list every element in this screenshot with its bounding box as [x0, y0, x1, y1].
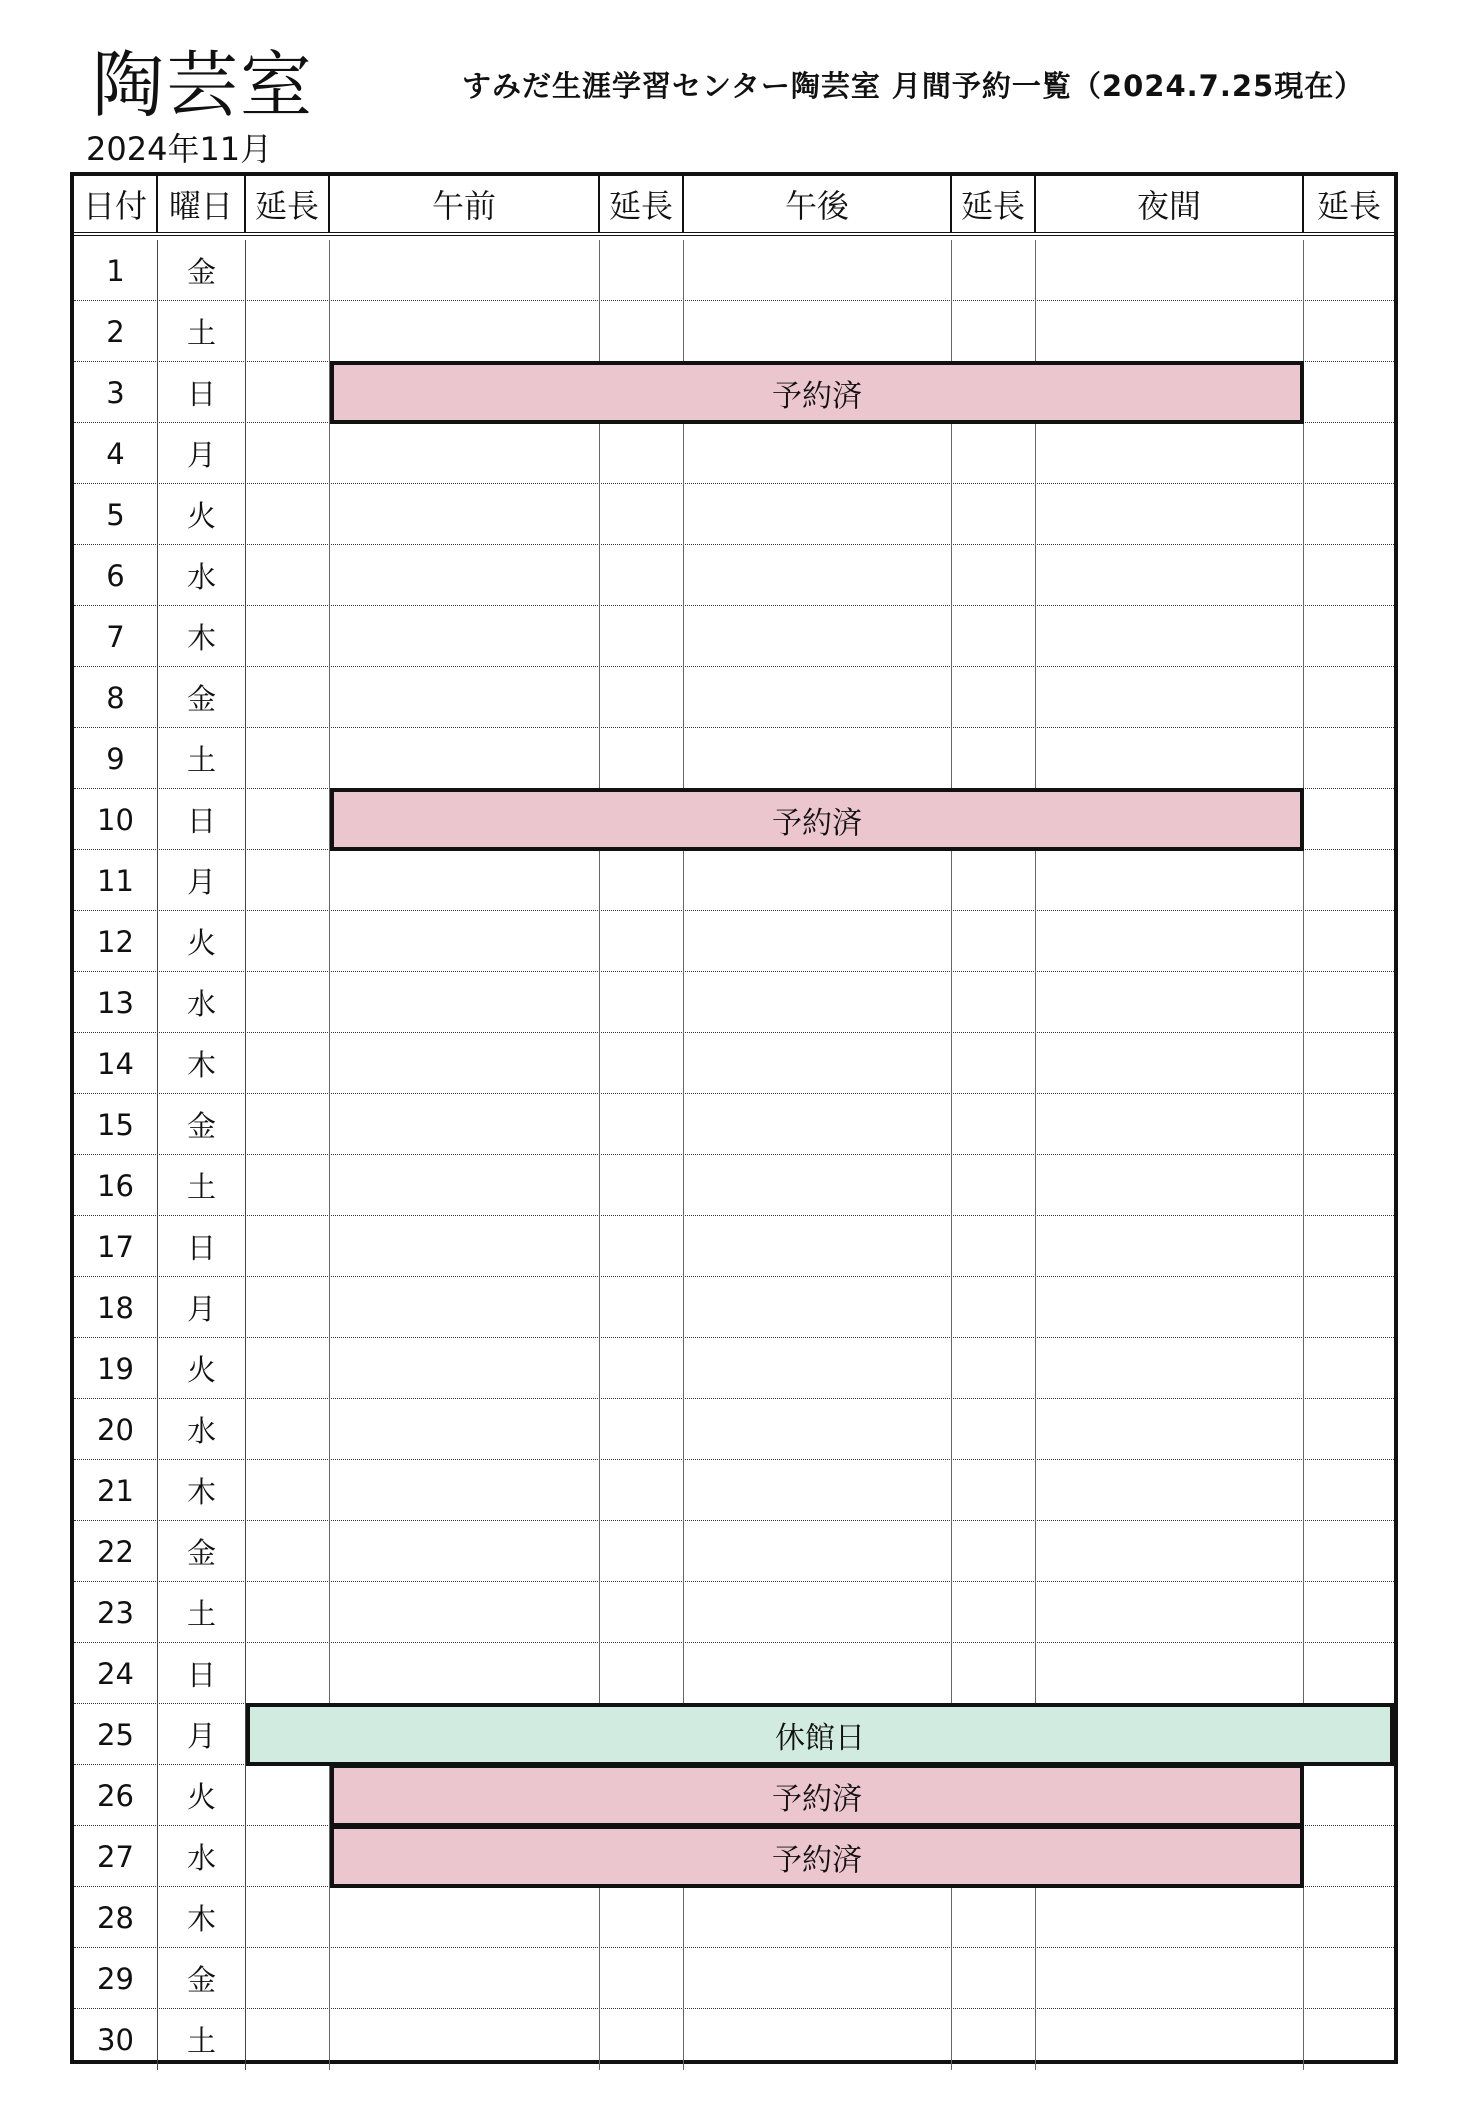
morning-cell	[330, 606, 600, 667]
ext-3-cell	[1304, 606, 1394, 667]
ext-1-cell	[600, 1948, 684, 2009]
ext-0-cell	[246, 1765, 330, 1826]
weekday-cell: 金	[158, 667, 246, 728]
ext-3-cell	[1304, 1643, 1394, 1704]
ext-3-cell	[1304, 1948, 1394, 2009]
afternoon-cell	[684, 545, 952, 606]
ext-3-cell	[1304, 1826, 1394, 1887]
evening-cell	[1036, 1948, 1304, 2009]
date-cell: 28	[74, 1887, 158, 1948]
ext-3-cell	[1304, 1399, 1394, 1460]
ext-2-cell	[952, 606, 1036, 667]
ext-2-cell	[952, 911, 1036, 972]
table-row	[74, 1887, 1394, 1948]
table-header	[74, 176, 1394, 236]
afternoon-cell	[684, 850, 952, 911]
ext-1-cell	[600, 545, 684, 606]
date-cell: 14	[74, 1033, 158, 1094]
morning-cell	[330, 484, 600, 545]
ext-3-cell	[1304, 1094, 1394, 1155]
evening-cell	[1036, 1094, 1304, 1155]
evening-cell	[1036, 850, 1304, 911]
header-afternoon: 午後	[684, 176, 952, 232]
weekday-cell: 火	[158, 1765, 246, 1826]
afternoon-cell	[684, 423, 952, 484]
weekday-cell: 土	[158, 728, 246, 789]
date-cell: 1	[74, 240, 158, 301]
date-cell: 29	[74, 1948, 158, 2009]
weekday-cell: 火	[158, 484, 246, 545]
ext-0-cell	[246, 972, 330, 1033]
ext-0-cell	[246, 1582, 330, 1643]
weekday-cell: 金	[158, 240, 246, 301]
morning-cell	[330, 1643, 600, 1704]
afternoon-cell	[684, 484, 952, 545]
evening-cell	[1036, 911, 1304, 972]
table-row	[74, 1521, 1394, 1582]
ext-1-cell	[600, 1643, 684, 1704]
table-row	[74, 1155, 1394, 1216]
table-row	[74, 1094, 1394, 1155]
ext-0-cell	[246, 606, 330, 667]
morning-cell	[330, 1277, 600, 1338]
ext-2-cell	[952, 2009, 1036, 2070]
date-cell: 7	[74, 606, 158, 667]
ext-2-cell	[952, 1582, 1036, 1643]
weekday-cell: 水	[158, 972, 246, 1033]
table-row	[74, 728, 1394, 789]
evening-cell	[1036, 1521, 1304, 1582]
reserved-band: 予約済	[330, 788, 1304, 851]
ext-0-cell	[246, 1155, 330, 1216]
evening-cell	[1036, 1399, 1304, 1460]
morning-cell	[330, 1948, 600, 2009]
weekday-cell: 土	[158, 1155, 246, 1216]
ext-0-cell	[246, 1277, 330, 1338]
weekday-cell: 土	[158, 2009, 246, 2070]
ext-0-cell	[246, 362, 330, 423]
header-weekday: 曜日	[158, 176, 246, 232]
header-ext-1: 延長	[600, 176, 684, 232]
weekday-cell: 月	[158, 1277, 246, 1338]
table-row	[74, 240, 1394, 301]
reserved-band: 予約済	[330, 1764, 1304, 1827]
ext-0-cell	[246, 1826, 330, 1887]
morning-cell	[330, 1887, 600, 1948]
ext-2-cell	[952, 1887, 1036, 1948]
evening-cell	[1036, 1277, 1304, 1338]
evening-cell	[1036, 423, 1304, 484]
ext-2-cell	[952, 1643, 1036, 1704]
ext-1-cell	[600, 728, 684, 789]
ext-2-cell	[952, 1460, 1036, 1521]
weekday-cell: 月	[158, 850, 246, 911]
date-cell: 3	[74, 362, 158, 423]
evening-cell	[1036, 1460, 1304, 1521]
weekday-cell: 木	[158, 1460, 246, 1521]
ext-2-cell	[952, 1094, 1036, 1155]
ext-2-cell	[952, 545, 1036, 606]
ext-0-cell	[246, 1399, 330, 1460]
table-row	[74, 667, 1394, 728]
ext-0-cell	[246, 1338, 330, 1399]
ext-0-cell	[246, 1033, 330, 1094]
weekday-cell: 土	[158, 301, 246, 362]
table-row	[74, 972, 1394, 1033]
ext-0-cell	[246, 1460, 330, 1521]
afternoon-cell	[684, 1155, 952, 1216]
evening-cell	[1036, 1338, 1304, 1399]
evening-cell	[1036, 1643, 1304, 1704]
date-cell: 24	[74, 1643, 158, 1704]
ext-3-cell	[1304, 362, 1394, 423]
morning-cell	[330, 911, 600, 972]
header-date: 日付	[74, 176, 158, 232]
evening-cell	[1036, 728, 1304, 789]
ext-2-cell	[952, 484, 1036, 545]
weekday-cell: 日	[158, 789, 246, 850]
ext-3-cell	[1304, 972, 1394, 1033]
ext-2-cell	[952, 1399, 1036, 1460]
date-cell: 23	[74, 1582, 158, 1643]
afternoon-cell	[684, 972, 952, 1033]
weekday-cell: 金	[158, 1521, 246, 1582]
evening-cell	[1036, 1033, 1304, 1094]
table-row	[74, 2009, 1394, 2070]
ext-3-cell	[1304, 301, 1394, 362]
weekday-cell: 木	[158, 1887, 246, 1948]
ext-2-cell	[952, 423, 1036, 484]
weekday-cell: 土	[158, 1582, 246, 1643]
ext-0-cell	[246, 484, 330, 545]
morning-cell	[330, 1033, 600, 1094]
ext-1-cell	[600, 484, 684, 545]
ext-0-cell	[246, 728, 330, 789]
ext-2-cell	[952, 1948, 1036, 2009]
ext-2-cell	[952, 972, 1036, 1033]
ext-1-cell	[600, 1887, 684, 1948]
afternoon-cell	[684, 240, 952, 301]
ext-3-cell	[1304, 1582, 1394, 1643]
ext-3-cell	[1304, 1216, 1394, 1277]
table-row	[74, 606, 1394, 667]
ext-3-cell	[1304, 545, 1394, 606]
ext-2-cell	[952, 728, 1036, 789]
afternoon-cell	[684, 1582, 952, 1643]
ext-3-cell	[1304, 1033, 1394, 1094]
weekday-cell: 木	[158, 606, 246, 667]
ext-1-cell	[600, 1460, 684, 1521]
afternoon-cell	[684, 1033, 952, 1094]
ext-1-cell	[600, 1582, 684, 1643]
reserved-band: 予約済	[330, 361, 1304, 424]
ext-0-cell	[246, 301, 330, 362]
table-row	[74, 1582, 1394, 1643]
header-ext-3: 延長	[1316, 187, 1381, 225]
ext-3-cell	[1304, 1155, 1394, 1216]
header-ext-0: 延長	[246, 176, 330, 232]
ext-0-cell	[246, 911, 330, 972]
ext-2-cell	[952, 1033, 1036, 1094]
date-cell: 30	[74, 2009, 158, 2070]
date-cell: 13	[74, 972, 158, 1033]
ext-1-cell	[600, 2009, 684, 2070]
weekday-cell: 火	[158, 1338, 246, 1399]
evening-cell	[1036, 301, 1304, 362]
ext-1-cell	[600, 1033, 684, 1094]
ext-2-cell	[952, 850, 1036, 911]
date-cell: 4	[74, 423, 158, 484]
date-cell: 26	[74, 1765, 158, 1826]
morning-cell	[330, 545, 600, 606]
weekday-cell: 水	[158, 1399, 246, 1460]
table-row	[74, 423, 1394, 484]
table-row	[74, 850, 1394, 911]
room-title: 陶芸室	[92, 43, 315, 127]
morning-cell	[330, 240, 600, 301]
evening-cell	[1036, 1582, 1304, 1643]
weekday-cell: 木	[158, 1033, 246, 1094]
weekday-cell: 日	[158, 362, 246, 423]
evening-cell	[1036, 606, 1304, 667]
ext-1-cell	[600, 301, 684, 362]
ext-2-cell	[952, 1338, 1036, 1399]
ext-3-cell	[1304, 1521, 1394, 1582]
month-label: 2024年11月	[86, 130, 273, 168]
morning-cell	[330, 850, 600, 911]
weekday-cell: 月	[158, 1704, 246, 1765]
date-cell: 22	[74, 1521, 158, 1582]
date-cell: 12	[74, 911, 158, 972]
afternoon-cell	[684, 1338, 952, 1399]
ext-3-cell	[1304, 1460, 1394, 1521]
date-cell: 27	[74, 1826, 158, 1887]
afternoon-cell	[684, 667, 952, 728]
ext-0-cell	[246, 789, 330, 850]
ext-0-cell	[246, 1521, 330, 1582]
ext-3-cell	[1304, 789, 1394, 850]
afternoon-cell	[684, 1521, 952, 1582]
ext-0-cell	[246, 2009, 330, 2070]
weekday-cell: 火	[158, 911, 246, 972]
morning-cell	[330, 423, 600, 484]
reservation-table	[70, 172, 1398, 2064]
evening-cell	[1036, 545, 1304, 606]
ext-0-cell	[246, 1887, 330, 1948]
morning-cell	[330, 1399, 600, 1460]
afternoon-cell	[684, 1643, 952, 1704]
page-subtitle: すみだ生涯学習センター陶芸室 月間予約一覧（2024.7.25現在）	[462, 69, 1365, 103]
evening-cell	[1036, 667, 1304, 728]
afternoon-cell	[684, 1399, 952, 1460]
date-cell: 6	[74, 545, 158, 606]
afternoon-cell	[684, 606, 952, 667]
date-cell: 15	[74, 1094, 158, 1155]
header-ext-2: 延長	[952, 176, 1036, 232]
table-row	[74, 1033, 1394, 1094]
evening-cell	[1036, 1216, 1304, 1277]
ext-3-cell	[1304, 911, 1394, 972]
ext-0-cell	[246, 1094, 330, 1155]
ext-1-cell	[600, 850, 684, 911]
ext-1-cell	[600, 1338, 684, 1399]
evening-cell	[1036, 2009, 1304, 2070]
weekday-cell: 月	[158, 423, 246, 484]
ext-3-cell	[1304, 667, 1394, 728]
table-row	[74, 1399, 1394, 1460]
date-cell: 20	[74, 1399, 158, 1460]
afternoon-cell	[684, 911, 952, 972]
morning-cell	[330, 1155, 600, 1216]
header-evening: 夜間	[1036, 176, 1304, 232]
afternoon-cell	[684, 1887, 952, 1948]
ext-2-cell	[952, 301, 1036, 362]
ext-3-cell	[1304, 240, 1394, 301]
evening-cell	[1036, 484, 1304, 545]
morning-cell	[330, 1521, 600, 1582]
table-row	[74, 1216, 1394, 1277]
ext-3-cell	[1304, 728, 1394, 789]
weekday-cell: 日	[158, 1643, 246, 1704]
morning-cell	[330, 1460, 600, 1521]
morning-cell	[330, 1338, 600, 1399]
date-cell: 18	[74, 1277, 158, 1338]
date-cell: 11	[74, 850, 158, 911]
ext-3-cell	[1304, 850, 1394, 911]
ext-1-cell	[600, 667, 684, 728]
afternoon-cell	[684, 1216, 952, 1277]
morning-cell	[330, 2009, 600, 2070]
table-row	[74, 1948, 1394, 2009]
ext-1-cell	[600, 972, 684, 1033]
date-cell: 17	[74, 1216, 158, 1277]
morning-cell	[330, 972, 600, 1033]
table-row	[74, 301, 1394, 362]
evening-cell	[1036, 240, 1304, 301]
date-cell: 21	[74, 1460, 158, 1521]
afternoon-cell	[684, 1948, 952, 2009]
afternoon-cell	[684, 1094, 952, 1155]
date-cell: 2	[74, 301, 158, 362]
morning-cell	[330, 1094, 600, 1155]
ext-1-cell	[600, 1094, 684, 1155]
date-cell: 9	[74, 728, 158, 789]
ext-1-cell	[600, 1521, 684, 1582]
ext-1-cell	[600, 606, 684, 667]
morning-cell	[330, 1216, 600, 1277]
date-cell: 19	[74, 1338, 158, 1399]
table-row	[74, 1643, 1394, 1704]
ext-1-cell	[600, 1399, 684, 1460]
ext-2-cell	[952, 240, 1036, 301]
ext-3-cell	[1304, 484, 1394, 545]
ext-0-cell	[246, 1216, 330, 1277]
ext-1-cell	[600, 1277, 684, 1338]
ext-3-cell	[1304, 423, 1394, 484]
weekday-cell: 日	[158, 1216, 246, 1277]
evening-cell	[1036, 972, 1304, 1033]
ext-2-cell	[952, 667, 1036, 728]
closed-day-band: 休館日	[246, 1703, 1394, 1766]
table-row	[74, 911, 1394, 972]
morning-cell	[330, 301, 600, 362]
ext-1-cell	[600, 911, 684, 972]
ext-1-cell	[600, 1216, 684, 1277]
afternoon-cell	[684, 301, 952, 362]
weekday-cell: 金	[158, 1948, 246, 2009]
ext-3-cell	[1304, 1887, 1394, 1948]
ext-1-cell	[600, 1155, 684, 1216]
afternoon-cell	[684, 2009, 952, 2070]
ext-0-cell	[246, 545, 330, 606]
table-row	[74, 1277, 1394, 1338]
table-row	[74, 545, 1394, 606]
ext-0-cell	[246, 667, 330, 728]
ext-1-cell	[600, 240, 684, 301]
morning-cell	[330, 667, 600, 728]
evening-cell	[1036, 1887, 1304, 1948]
ext-0-cell	[246, 1948, 330, 2009]
afternoon-cell	[684, 728, 952, 789]
ext-3-cell	[1304, 2009, 1394, 2070]
weekday-cell: 金	[158, 1094, 246, 1155]
ext-1-cell	[600, 423, 684, 484]
date-cell: 25	[74, 1704, 158, 1765]
weekday-cell: 水	[158, 1826, 246, 1887]
reserved-band: 予約済	[330, 1825, 1304, 1888]
ext-0-cell	[246, 423, 330, 484]
weekday-cell: 水	[158, 545, 246, 606]
morning-cell	[330, 1582, 600, 1643]
table-row	[74, 1460, 1394, 1521]
ext-2-cell	[952, 1277, 1036, 1338]
ext-3-cell	[1304, 1765, 1394, 1826]
afternoon-cell	[684, 1460, 952, 1521]
table-row	[74, 484, 1394, 545]
morning-cell	[330, 728, 600, 789]
date-cell: 16	[74, 1155, 158, 1216]
ext-2-cell	[952, 1521, 1036, 1582]
evening-cell	[1036, 1155, 1304, 1216]
ext-2-cell	[952, 1216, 1036, 1277]
date-cell: 8	[74, 667, 158, 728]
table-row	[74, 1338, 1394, 1399]
date-cell: 5	[74, 484, 158, 545]
ext-3-cell	[1304, 1338, 1394, 1399]
ext-2-cell	[952, 1155, 1036, 1216]
ext-0-cell	[246, 1643, 330, 1704]
afternoon-cell	[684, 1277, 952, 1338]
ext-0-cell	[246, 240, 330, 301]
header-morning: 午前	[330, 176, 600, 232]
date-cell: 10	[74, 789, 158, 850]
ext-0-cell	[246, 850, 330, 911]
ext-3-cell	[1304, 1277, 1394, 1338]
